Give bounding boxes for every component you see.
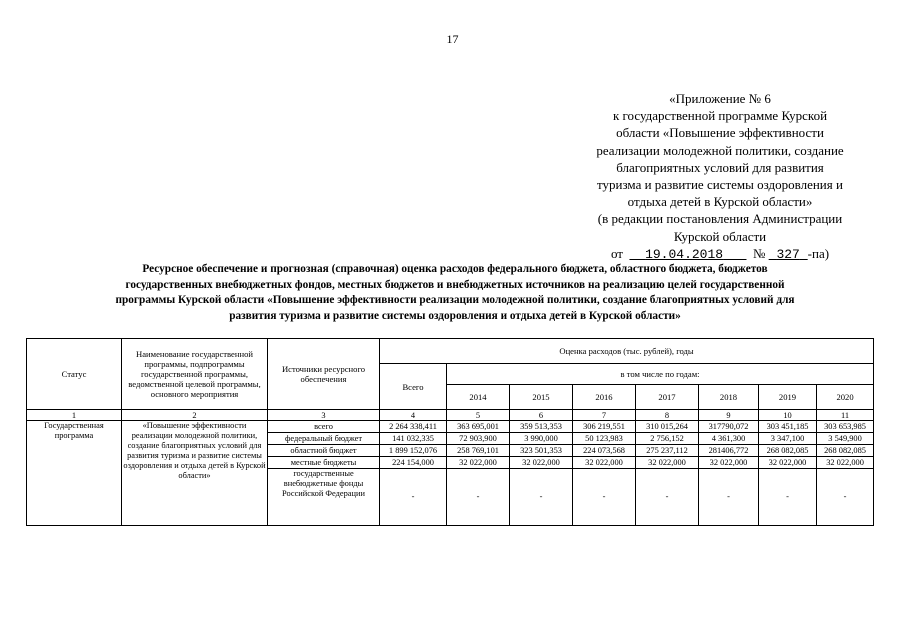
value-cell: 268 082,085	[817, 445, 874, 457]
value-cell: -	[573, 469, 636, 526]
title-line: Ресурсное обеспечение и прогнозная (справочная) оценка расходов федерального бюджета, областного бюджета, бюджетов	[142, 263, 768, 275]
annex-line: благоприятных условий для развития	[616, 159, 824, 175]
source-cell: областной бюджет	[268, 445, 380, 457]
document-title	[60, 262, 850, 324]
value-cell: 3 990,000	[510, 433, 573, 445]
value-cell: -	[636, 469, 699, 526]
table-row	[27, 421, 874, 433]
value-cell: 32 022,000	[759, 457, 817, 469]
annex-line: «Приложение № 6	[669, 91, 771, 106]
value-cell: 268 082,085	[759, 445, 817, 457]
header-year: 2017	[636, 385, 699, 410]
value-cell: 303 653,985	[817, 421, 874, 433]
number-suffix: -па)	[807, 245, 830, 261]
annex-block	[540, 90, 900, 263]
value-cell: 2 264 338,411	[380, 421, 447, 433]
header-year: 2016	[573, 385, 636, 410]
value-cell: 359 513,353	[510, 421, 573, 433]
date-prefix: от	[610, 245, 623, 261]
value-cell: 306 219,551	[573, 421, 636, 433]
resolution-date: 19.04.2018	[645, 246, 724, 262]
value-cell: 32 022,000	[636, 457, 699, 469]
value-cell: 275 237,112	[636, 445, 699, 457]
value-cell: 303 451,185	[759, 421, 817, 433]
header-estimate: Оценка расходов (тыс. рублей), годы	[380, 339, 874, 364]
annex-line: реализации молодежной политики, создание	[596, 142, 844, 158]
value-cell: 2 756,152	[636, 433, 699, 445]
value-cell: 50 123,983	[573, 433, 636, 445]
value-cell: -	[699, 469, 759, 526]
header-status: Статус	[27, 339, 122, 410]
header-year: 2019	[759, 385, 817, 410]
annex-line: к государственной программе Курской	[612, 108, 828, 124]
value-cell: 281406,772	[699, 445, 759, 457]
value-cell: 3 347,100	[759, 433, 817, 445]
column-number: 7	[573, 410, 636, 421]
header-year: 2018	[699, 385, 759, 410]
header-by-years: в том числе по годам:	[447, 364, 874, 385]
value-cell: 224 154,000	[380, 457, 447, 469]
header-year: 2020	[817, 385, 874, 410]
column-number: 10	[759, 410, 817, 421]
value-cell: 317790,072	[699, 421, 759, 433]
source-cell: местные бюджеты	[268, 457, 380, 469]
value-cell: 32 022,000	[447, 457, 510, 469]
page-number: 17	[446, 32, 459, 46]
annex-line: Курской области	[673, 228, 767, 244]
header-row	[27, 339, 874, 364]
value-cell: 72 903,900	[447, 433, 510, 445]
header-year: 2014	[447, 385, 510, 410]
column-number: 3	[268, 410, 380, 421]
resolution-date-line	[540, 245, 900, 263]
value-cell: -	[817, 469, 874, 526]
column-number: 11	[817, 410, 874, 421]
value-cell: 32 022,000	[510, 457, 573, 469]
value-cell: 323 501,353	[510, 445, 573, 457]
title-line: программы Курской области «Повышение эффективности реализации молодежной политики, создание благоприятных условий для	[115, 294, 795, 306]
budget-table	[26, 338, 874, 526]
value-cell: 4 361,300	[699, 433, 759, 445]
value-cell: 1 899 152,076	[380, 445, 447, 457]
value-cell: 32 022,000	[817, 457, 874, 469]
header-sources: Источники ресурсного обеспечения	[268, 339, 380, 410]
value-cell: 32 022,000	[699, 457, 759, 469]
title-line: государственных внебюджетных фондов, местных бюджетов и внебюджетных источников на реализацию целей государственной	[125, 278, 785, 291]
column-numbers-row	[27, 410, 874, 421]
annex-line: отдыха детей в Курской области»	[627, 194, 813, 210]
value-cell: -	[447, 469, 510, 526]
resolution-number: 327	[776, 246, 800, 262]
annex-line: (в редакции постановления Администрации	[597, 211, 843, 227]
column-number: 5	[447, 410, 510, 421]
number-prefix: №	[752, 245, 766, 261]
column-number: 2	[122, 410, 268, 421]
value-cell: -	[380, 469, 447, 526]
header-total: Всего	[380, 364, 447, 410]
annex-line: туризма и развитие системы оздоровления и	[597, 177, 843, 193]
header-year: 2015	[510, 385, 573, 410]
value-cell: -	[510, 469, 573, 526]
value-cell: 258 769,101	[447, 445, 510, 457]
header-name: Наименование государственной программы, подпрограммы государственной программы, ведомственной целевой программы, основного мероприятия	[122, 339, 268, 410]
source-cell: государственные внебюджетные фонды Российской Федерации	[268, 469, 380, 526]
column-number: 4	[380, 410, 447, 421]
value-cell: 363 695,001	[447, 421, 510, 433]
value-cell: 141 032,335	[380, 433, 447, 445]
value-cell: 32 022,000	[573, 457, 636, 469]
value-cell: 310 015,264	[636, 421, 699, 433]
value-cell: -	[759, 469, 817, 526]
value-cell: 3 549,900	[817, 433, 874, 445]
column-number: 9	[699, 410, 759, 421]
title-line: развития туризма и развитие системы оздоровления и отдыха детей в Курской области»	[229, 309, 681, 322]
annex-line: области «Повышение эффективности	[616, 125, 824, 141]
program-name-cell: «Повышение эффективности реализации молодежной политики, создание благоприятных условий для развития туризма и развитие системы оздоровления и отдыха детей в Курской области»	[122, 421, 268, 526]
source-cell: федеральный бюджет	[268, 433, 380, 445]
column-number: 6	[510, 410, 573, 421]
status-cell: Государственная программа	[27, 421, 122, 526]
source-cell: всего	[268, 421, 380, 433]
column-number: 1	[27, 410, 122, 421]
column-number: 8	[636, 410, 699, 421]
value-cell: 224 073,568	[573, 445, 636, 457]
